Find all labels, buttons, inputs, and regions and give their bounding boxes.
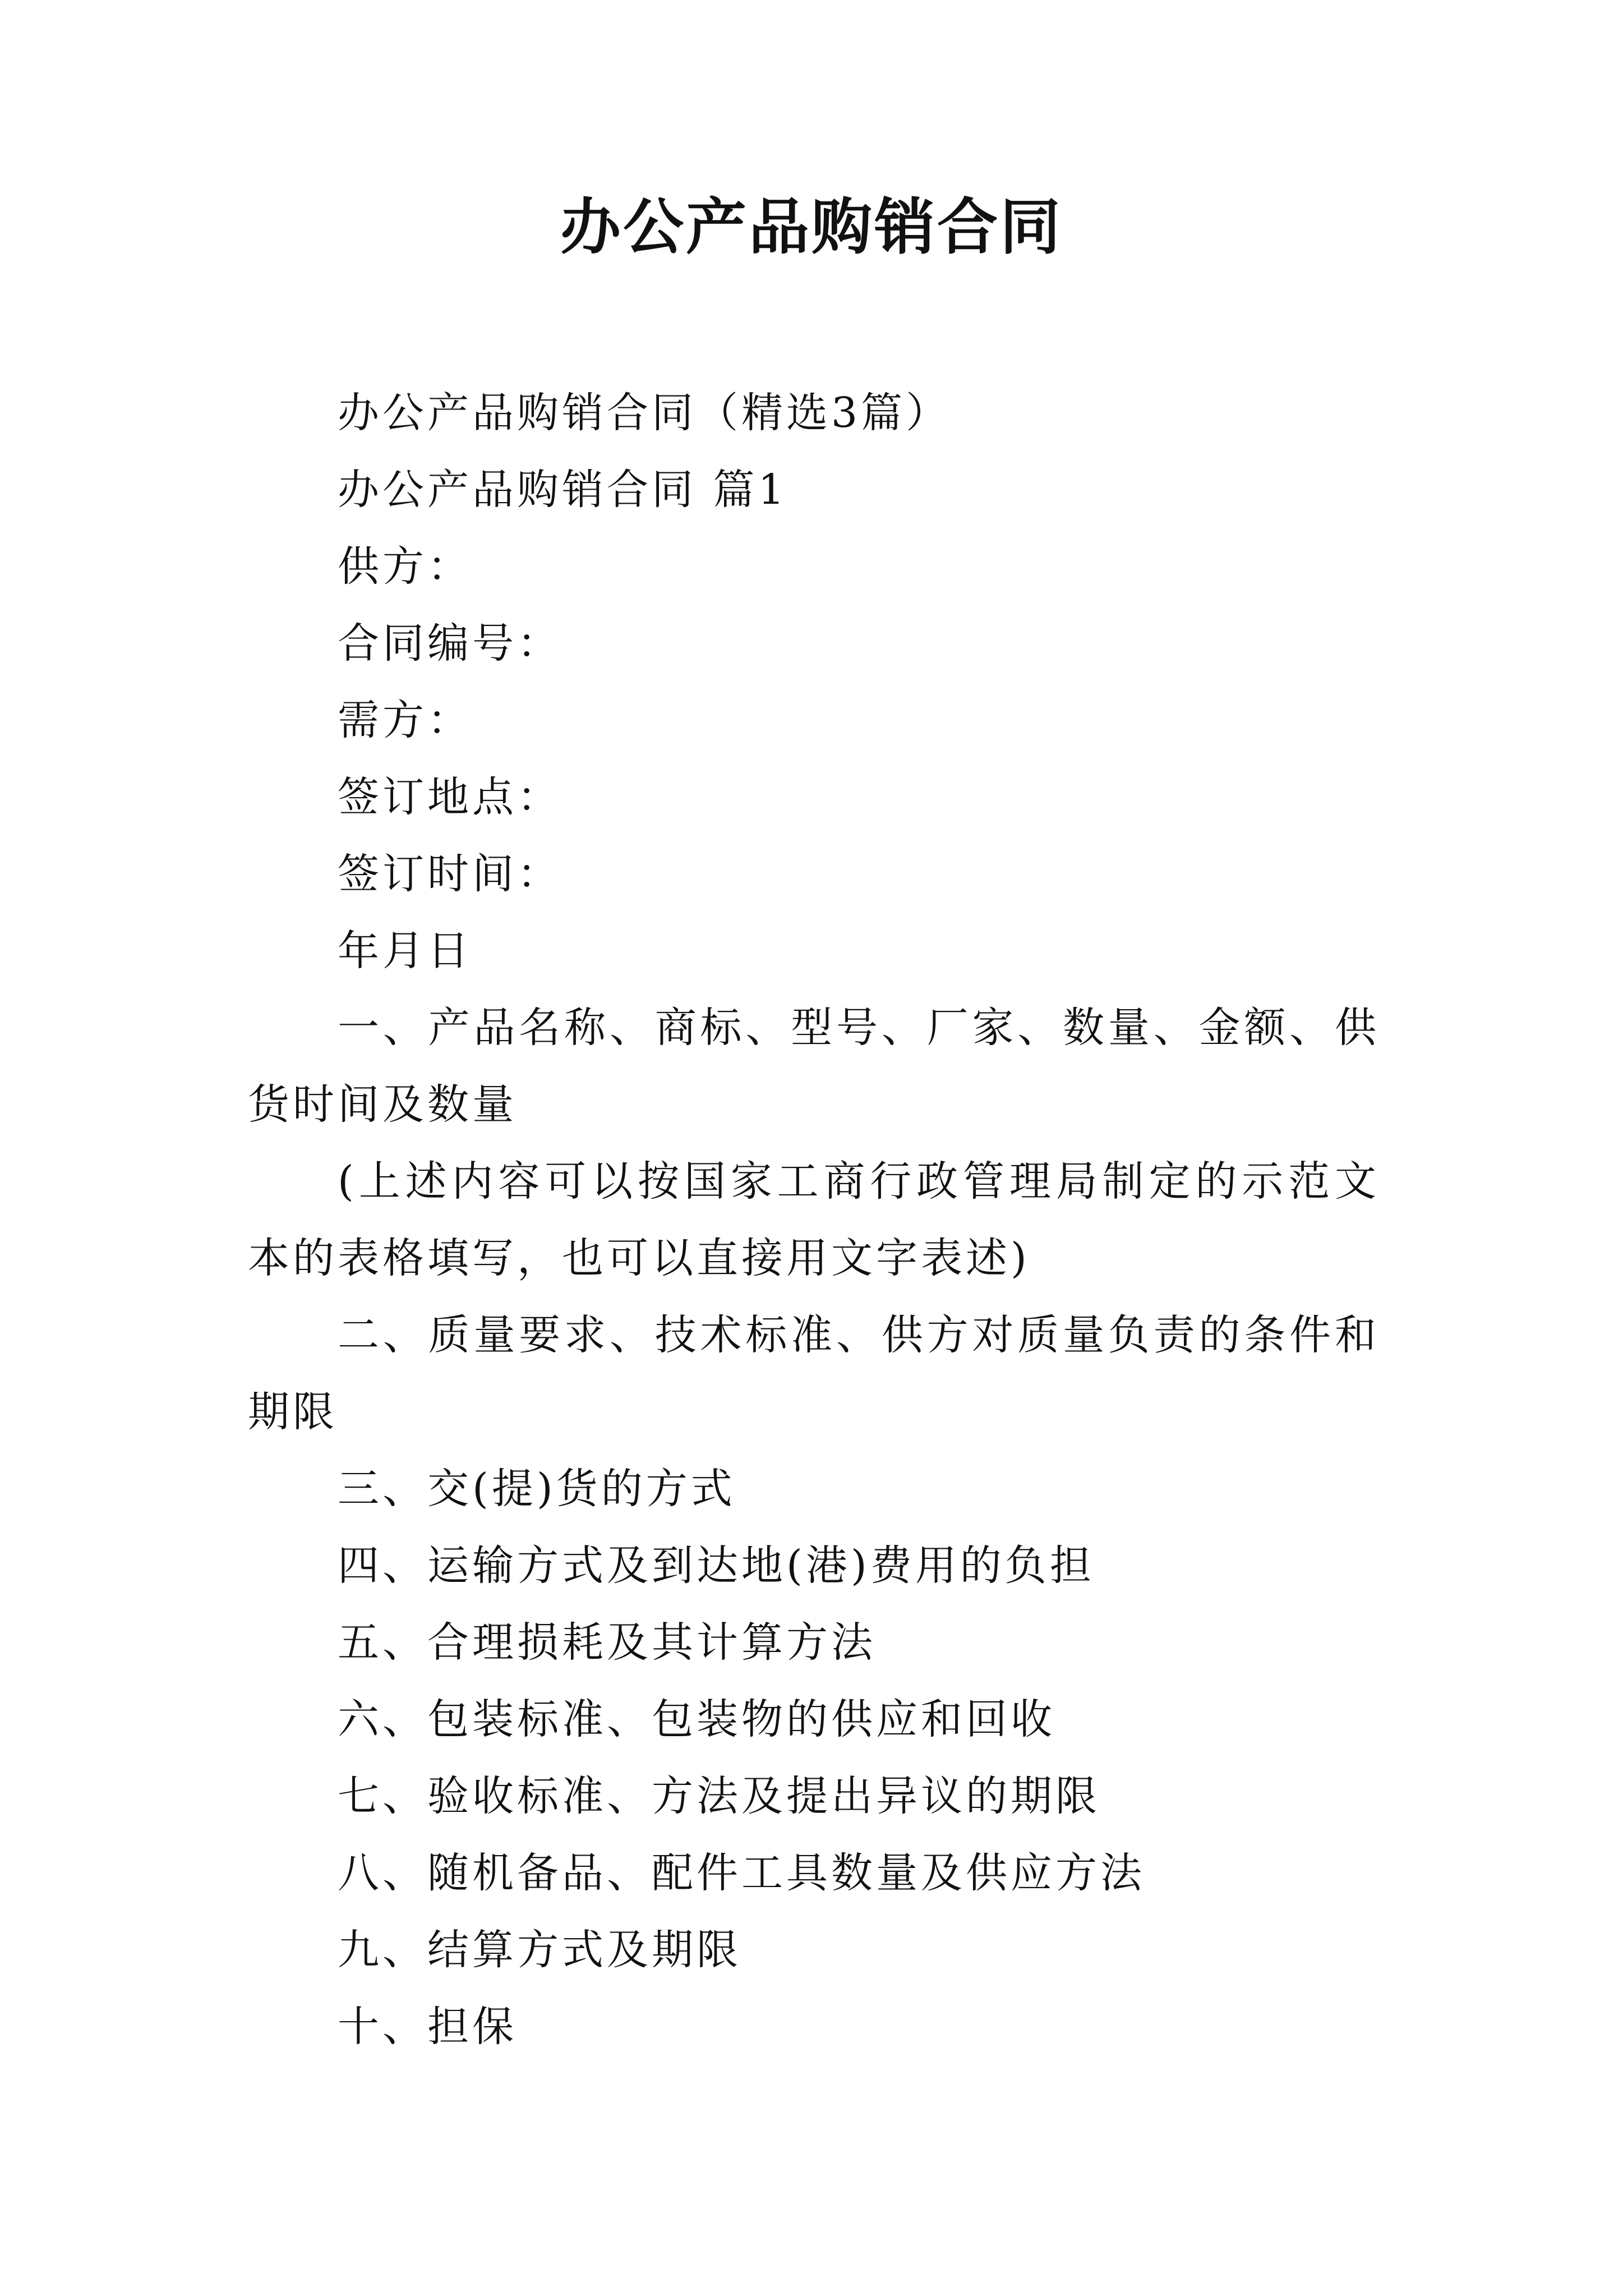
paragraph-clause-1-note: (上述内容可以按国家工商行政管理局制定的示范文本的表格填写，也可以直接用文字表述) xyxy=(248,1157,1380,1282)
paragraph-buyer: 需方： xyxy=(338,696,472,744)
paragraph-clause-1: 一、产品名称、商标、型号、厂家、数量、金额、供货时间及数量 xyxy=(248,1004,1380,1129)
paragraph-clause-8: 八、随机备品、配件工具数量及供应方法 xyxy=(338,1849,1145,1897)
paragraph-clause-10: 十、担保 xyxy=(338,2003,517,2051)
paragraph-supplier: 供方： xyxy=(338,542,472,591)
paragraph-clause-2: 二、质量要求、技术标准、供方对质量负责的条件和期限 xyxy=(248,1311,1380,1436)
paragraph-clause-7: 七、验收标准、方法及提出异议的期限 xyxy=(338,1772,1100,1820)
paragraph-date: 年月日 xyxy=(338,927,472,975)
paragraph-clause-6: 六、包装标准、包装物的供应和回收 xyxy=(338,1695,1055,1743)
paragraph-clause-5: 五、合理损耗及其计算方法 xyxy=(338,1618,876,1667)
paragraph-signing-time: 签订时间： xyxy=(338,850,562,898)
paragraph-clause-3: 三、交(提)货的方式 xyxy=(338,1465,736,1513)
paragraph-clause-9: 九、结算方式及期限 xyxy=(338,1926,741,1974)
document-title: 办公产品购销合同 xyxy=(560,192,1063,263)
paragraph-subtitle: 办公产品购销合同（精选3篇） xyxy=(338,389,951,437)
paragraph-clause-4: 四、运输方式及到达地(港)费用的负担 xyxy=(338,1542,1095,1590)
paragraph-contract-number: 合同编号： xyxy=(338,619,562,668)
document-body xyxy=(248,375,1380,2065)
paragraph-signing-place: 签订地点： xyxy=(338,773,562,821)
paragraph-section-heading: 办公产品购销合同 篇1 xyxy=(338,466,788,514)
